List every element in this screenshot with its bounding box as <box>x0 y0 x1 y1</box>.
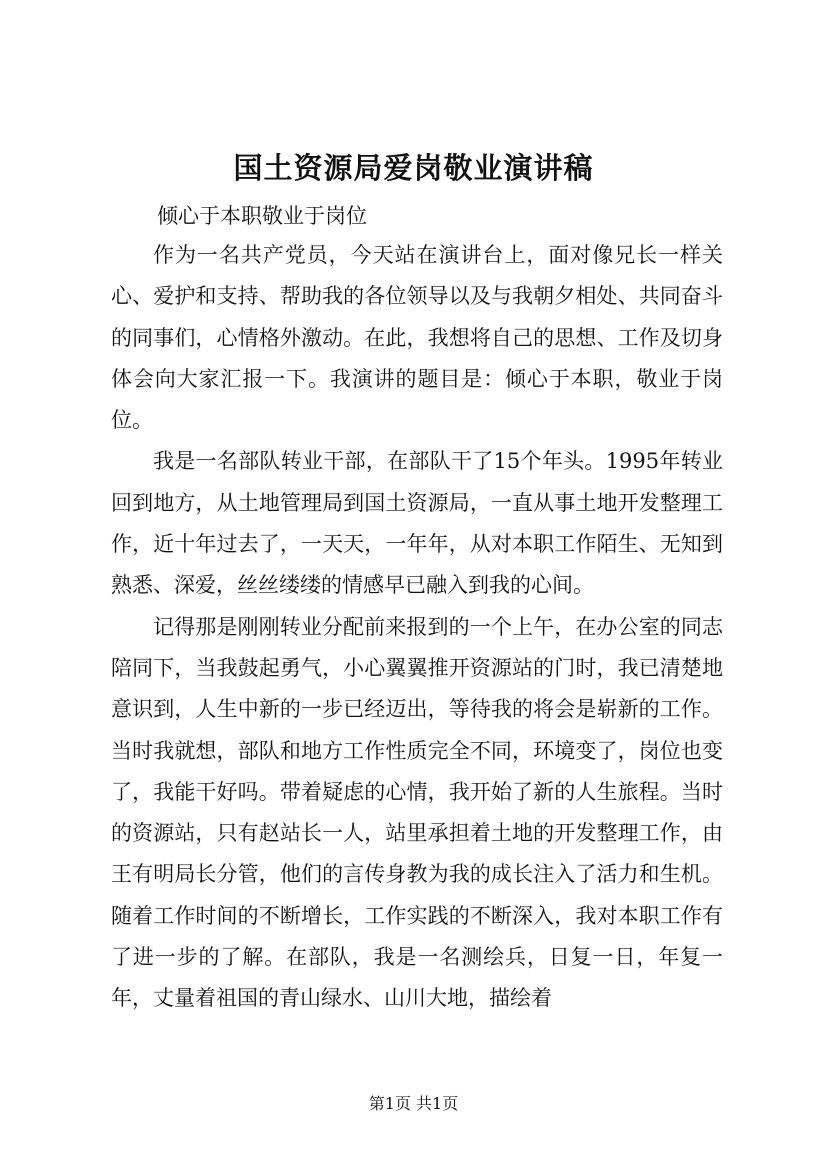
page-footer: 第1页 共1页 <box>368 1094 459 1113</box>
paragraph-2: 我是一名部队转业干部，在部队干了15个年头。1995年转业回到地方，从土地管理局到国土资源局，一直从事土地开发整理工作，近十年过去了，一天天，一年年，从对本职工作陌生、无知到熟悉、深爱，丝丝缕缕的情感早已融入到我的心间。 <box>111 449 723 598</box>
paragraph-1: 作为一名共产党员，今天站在演讲台上，面对像兄长一样关心、爱护和支持、帮助我的各位领导以及与我朝夕相处、共同奋斗的同事们，心情格外激动。在此，我想将自己的思想、工作及切身体会向大家汇报一下。我演讲的题目是：倾心于本职，敬业于岗位。 <box>111 243 723 433</box>
document-body <box>111 235 723 1020</box>
paragraph-3: 记得那是刚刚转业分配前来报到的一个上午，在办公室的同志陪同下，当我鼓起勇气，小心翼翼推开资源站的门时，我已清楚地意识到，人生中新的一步已经迈出，等待我的将会是崭新的工作。当时我就想，部队和地方工作性质完全不同，环境变了，岗位也变了，我能干好吗。带着疑虑的心情，我开始了新的人生旅程。当时的资源站，只有赵站长一人，站里承担着土地的开发整理工作，由王有明局长分管，他们的言传身教为我的成长注入了活力和生机。随着工作时间的不断增长，工作实践的不断深入，我对本职工作有了进一步的了解。在部队，我是一名测绘兵，日复一日，年复一年，丈量着祖国的青山绿水、山川大地，描绘着 <box>111 614 723 1011</box>
document-subtitle: 倾心于本职敬业于岗位 <box>157 204 367 228</box>
document-title: 国土资源局爱岗敬业演讲稿 <box>233 151 594 185</box>
